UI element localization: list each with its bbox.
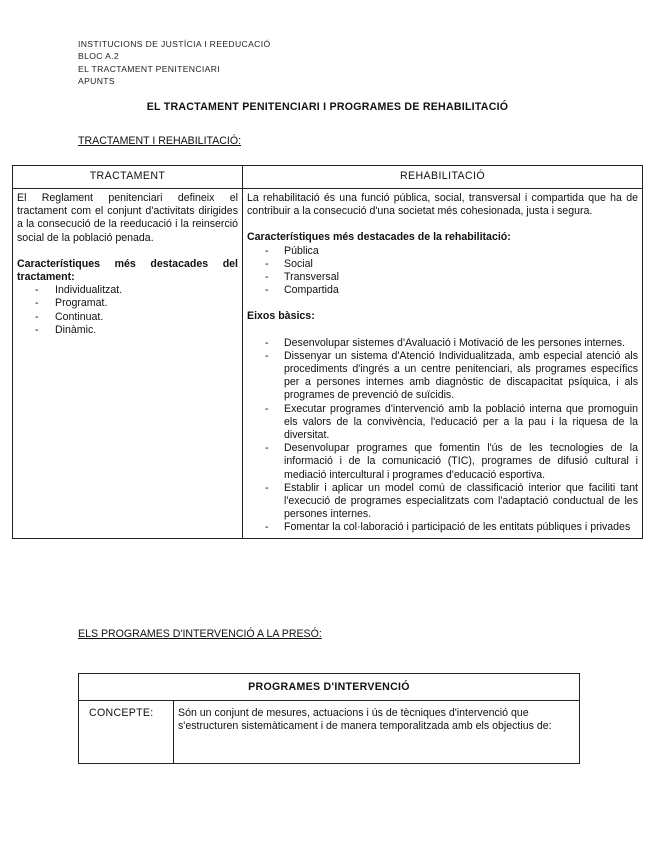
rehabilitation-definition: La rehabilitació és una funció pública, social, transversal i compartida que ha de contribuir a la consecució d'una societat més cohesionada, justa i segura. [247, 192, 638, 218]
table-row [79, 701, 580, 764]
list-item: - Dissenyar un sistema d'Atenció Individualitzada, amb especial atenció als procediments d'ingrés a un centre penitenciari, als programes específics per a persones internes amb diagnòstic de discapacitat psíquica, i als programes de prevenció de suïcidis. [247, 350, 638, 403]
section-heading-treatment: TRACTAMENT I REHABILITACIÓ: [78, 135, 242, 147]
header-line-institution: INSTITUCIONS DE JUSTÍCIA I REEDUCACIÓ [78, 39, 271, 49]
document-header [78, 38, 270, 87]
header-line-topic: EL TRACTAMENT PENITENCIARI [78, 63, 221, 74]
column-header-treatment: TRACTAMENT [13, 166, 243, 189]
concept-text: Són un conjunt de mesures, actuacions i ús de tècniques d'intervenció que s'estructuren sistemàticament i de manera temporalitzada amb els objectius de: [174, 701, 580, 764]
programs-header-row [79, 674, 580, 701]
header-line-notes: APUNTS [78, 75, 115, 86]
rehabilitation-characteristics-list [247, 245, 638, 298]
list-item: - Transversal [247, 271, 638, 284]
treatment-definition: El Reglament penitenciari defineix el tractament com el conjunt d'activitats dirigides a la consecució de la reeducació i la reinserció social de la població penada. [17, 192, 238, 244]
table-header-row [13, 166, 643, 189]
list-item: - Executar programes d'intervenció amb la població interna que promoguin els valors de la convivència, l'educació per a la pau i la riquesa de la diversitat. [247, 403, 638, 443]
intervention-programs-table [78, 673, 580, 764]
section-heading-programs: ELS PROGRAMES D'INTERVENCIÓ A LA PRESÓ: [78, 628, 322, 640]
treatment-rehabilitation-table [12, 165, 643, 539]
list-item: - Fomentar la col·laboració i participació de les entitats públiques i privades [247, 521, 638, 534]
treatment-characteristics-list [17, 284, 238, 337]
table-body-row [13, 189, 643, 539]
list-item: - Programat. [17, 297, 238, 310]
list-item: - Pública [247, 245, 638, 258]
list-item: - Establir i aplicar un model comú de classificació interior que faciliti tant l'execució de programes especialitzats com l'adaptació conductual de les persones internes. [247, 482, 638, 522]
header-line-block: BLOC A.2 [78, 51, 120, 62]
list-item: - Compartida [247, 284, 638, 297]
treatment-characteristics-title: Característiques més destacades del tractament: [17, 257, 238, 284]
list-item: - Dinàmic. [17, 324, 238, 337]
basic-axes-list [247, 337, 638, 535]
basic-axes-title: Eixos bàsics: [247, 310, 315, 323]
column-header-rehabilitation: REHABILITACIÓ [243, 166, 643, 189]
list-item: - Desenvolupar programes que fomentin l'ús de les tecnologies de la informació i de la comunicació (TIC), programes de difusió cultural i mediació intercultural i programes d'educació esportiva. [247, 442, 638, 482]
document-title: EL TRACTAMENT PENITENCIARI I PROGRAMES DE REHABILITACIÓ [146, 101, 509, 113]
rehabilitation-characteristics-title: Característiques més destacades de la rehabilitació: [247, 231, 511, 244]
rehabilitation-cell [243, 189, 643, 539]
programs-table-title: PROGRAMES D'INTERVENCIÓ [79, 674, 580, 701]
list-item: - Continuat. [17, 311, 238, 324]
concept-label: CONCEPTE: [79, 701, 174, 764]
list-item: - Social [247, 258, 638, 271]
list-item: - Desenvolupar sistemes d'Avaluació i Motivació de les persones internes. [247, 337, 638, 350]
list-item: - Individualitzat. [17, 284, 238, 297]
treatment-cell [13, 189, 243, 539]
